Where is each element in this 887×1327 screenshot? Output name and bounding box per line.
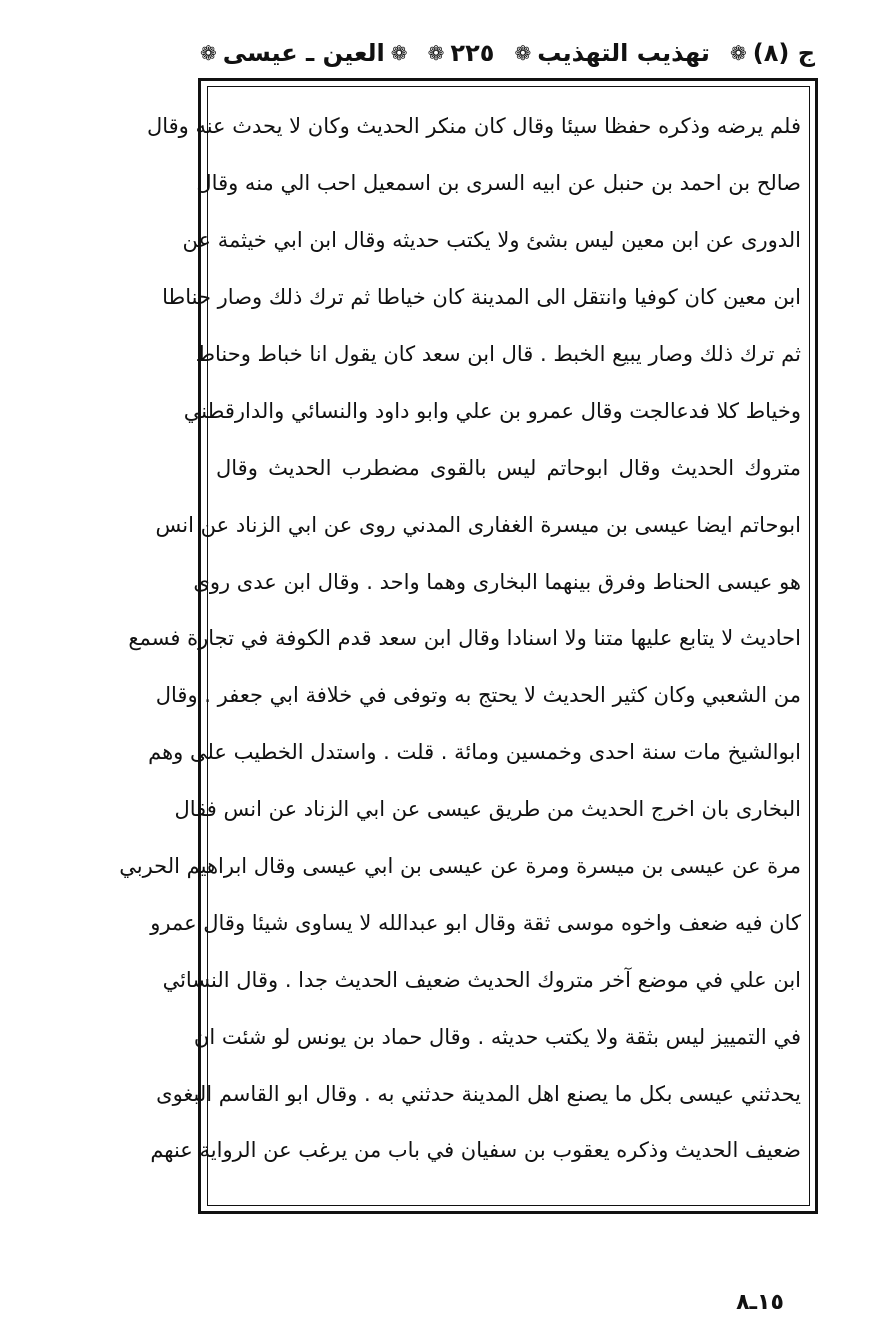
running-header xyxy=(200,30,815,76)
text-line: يحدثني عيسى بكل ما يصنع اهل المدينة حدثني به . وقال ابو القاسم البغوى xyxy=(156,1081,801,1106)
text-line: هو عيسى الحناط وفرق بينهما البخارى وهما واحد . وقال ابن عدى روى xyxy=(193,569,801,594)
text-line: ابن معين كان كوفيا وانتقل الى المدينة كان خياطا ثم ترك ذلك وصار حناطا xyxy=(162,285,801,310)
text-line: ابوحاتم ايضا عيسى بن ميسرة الغفارى المدني روى عن ابي الزناد عن انس xyxy=(155,512,801,537)
text-line: كان فيه ضعف واخوه موسى ثقة وقال ابو عبدالله لا يساوى شيئا وقال عمرو xyxy=(150,910,801,935)
ornament-icon: ❁ xyxy=(427,41,445,65)
volume-label: ج (٨) xyxy=(752,39,815,67)
text-line: وخياط كلا فدعالجت وقال عمرو بن علي وابو داود والنسائي والدارقطني xyxy=(183,398,801,423)
text-line: احاديث لا يتابع عليها متنا ولا اسنادا وقال ابن سعد قدم الكوفة في تجارة فسمع xyxy=(128,626,801,651)
text-line: من الشعبي وكان كثير الحديث لا يحتج به وتوفى في خلافة ابي جعفر . وقال xyxy=(155,683,801,708)
text-line: الدورى عن ابن معين ليس بشئ ولا يكتب حديثه وقال ابن ابي خيثمة عن xyxy=(182,228,801,253)
text-line: ابن علي في موضع آخر متروك الحديث ضعيف الحديث جدا . وقال النسائي xyxy=(162,967,801,992)
page-number: ٢٢٥ xyxy=(450,39,495,67)
text-line: صالح بن احمد بن حنبل عن ابيه السرى بن اسمعيل احب الي منه وقال xyxy=(196,171,801,196)
text-line: فلم يرضه وذكره حفظا سيئا وقال كان منكر الحديث وكان لا يحدث عنه وقال xyxy=(146,114,801,139)
ornament-icon: ❁ xyxy=(200,41,217,65)
text-line: ثم ترك ذلك وصار يبيع الخبط . قال ابن سعد كان يقول انا خباط وحناط xyxy=(195,342,801,366)
header-section-segment xyxy=(200,39,408,67)
text-line: متروك الحديث وقال ابوحاتم ليس بالقوى مضطرب الحديث وقال xyxy=(216,455,801,480)
ornament-icon: ❁ xyxy=(514,41,532,65)
text-line: ضعيف الحديث وذكره يعقوب بن سفيان في باب من يرغب عن الرواية عنهم xyxy=(150,1138,801,1163)
header-volume-segment xyxy=(730,39,815,67)
text-line: في التمييز ليس بثقة ولا يكتب حديثه . وقال حماد بن يونس لو شئت ان xyxy=(193,1024,801,1049)
header-page-segment xyxy=(428,39,495,67)
text-line: ابوالشيخ مات سنة احدى وخمسين ومائة . قلت . واستدل الخطيب على وهم xyxy=(148,740,801,765)
header-title-segment xyxy=(514,39,709,67)
ornament-icon: ❁ xyxy=(390,41,408,65)
section-title: العين ـ عيسى xyxy=(222,39,385,67)
book-title: تهذيب التهذيب xyxy=(537,39,710,67)
body-text xyxy=(119,98,801,1198)
signature-mark: ١٥ـ٨ xyxy=(736,1290,784,1315)
ornament-icon: ❁ xyxy=(729,41,747,65)
text-line: مرة عن عيسى بن ميسرة ومرة عن عيسى بن ابي عيسى وقال ابراهيم الحربي xyxy=(119,854,801,879)
text-line: البخارى بان اخرج الحديث من طريق عيسى عن ابي الزناد عن انس فقال xyxy=(174,797,801,822)
